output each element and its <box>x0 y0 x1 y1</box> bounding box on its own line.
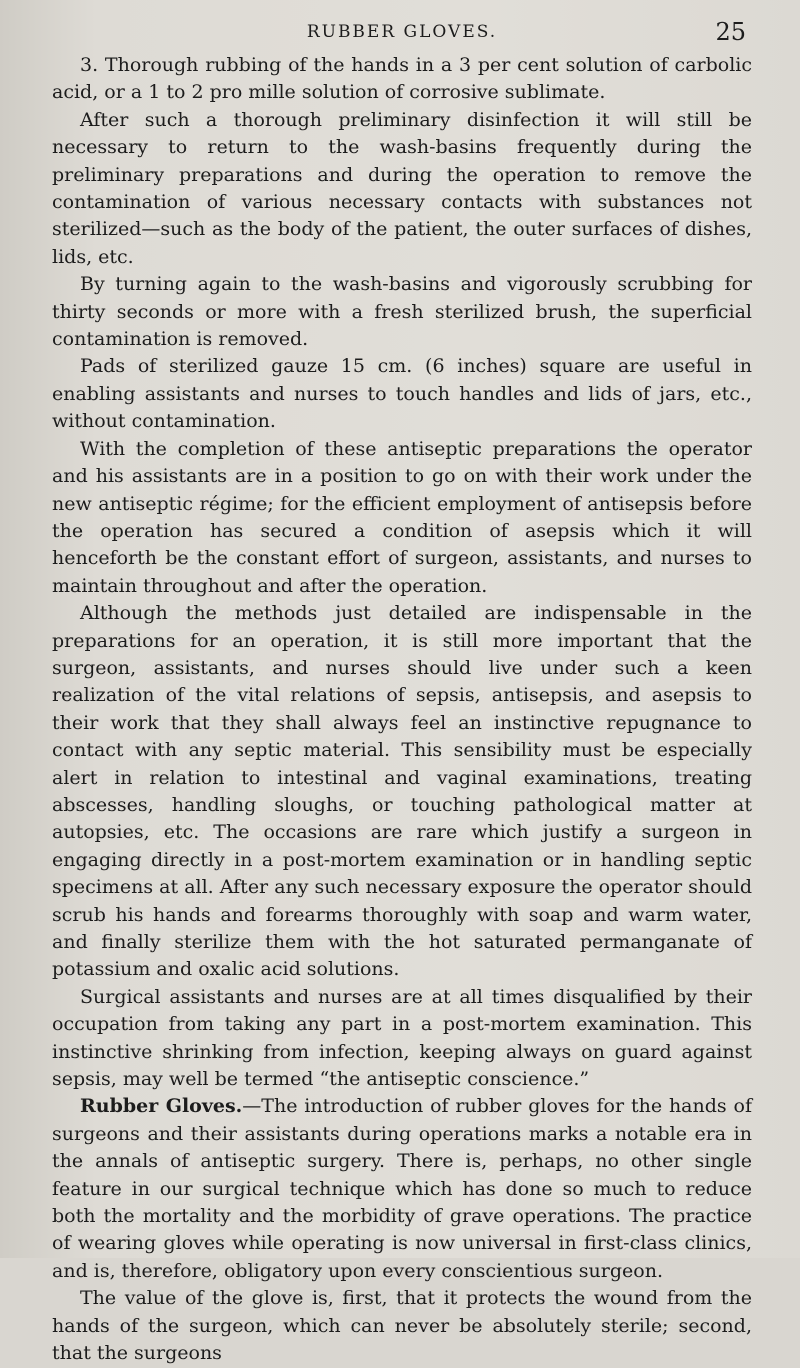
paragraph-return-to-basins: After such a thorough preliminary disinfection it will still be necessary to return to the wash-basins frequently during the preliminary preparations and during the operation to remove the contamination of various necessary contacts with substances not sterilized—such as the body of the patient, the outer surfaces of dishes, lids, etc. <box>52 108 752 268</box>
paragraph-antiseptic-conscience: Surgical assistants and nurses are at all times disqualified by their occupation from taking any part in a post-mortem examination. This instinctive shrinking from infection, keeping always on guard against sepsis, may well be termed “the antiseptic conscience.” <box>52 985 752 1091</box>
body-text <box>52 52 752 1368</box>
paragraph-rubber-gloves <box>52 1093 752 1285</box>
paragraph-carbolic-rubbing: 3. Thorough rubbing of the hands in a 3 per cent solution of carbolic acid, or a 1 to 2 pro mille solution of corrosive sublimate. <box>52 54 752 104</box>
rubber-gloves-text: —The introduction of rubber gloves for the hands of surgeons and their assistants during operations marks a notable era in the annals of antiseptic surgery. There is, perhaps, no other single feature in our surgical technique which has done so much to reduce both the mortality and the morbidity of grave operations. The practice of wearing gloves while operating is now universal in first-class clinics, and is, therefore, obligatory upon every conscientious surgeon. <box>52 1095 752 1282</box>
running-title: RUBBER GLOVES. <box>306 22 498 42</box>
paragraph-antiseptic-regime: With the completion of these antiseptic preparations the operator and his assistants are in a position to go on with their work under the new antiseptic régime; for the efficient employment of antisepsis before the operation has secured a condition of asepsis which it will henceforth be the constant effort of surgeon, assistants, and nurses to maintain throughout and after the operation. <box>52 437 752 597</box>
paragraph-septic-repugnance: Although the methods just detailed are indispensable in the preparations for an operation, it is still more important that the surgeon, assistants, and nurses should live under such a keen realization of the vital relations of sepsis, antisepsis, and asepsis to their work that they shall always feel an instinctive repugnance to contact with any septic material. This sensibility must be especially alert in relation to intestinal and vaginal examinations, treating abscesses, handling sloughs, or touching pathological matter at autopsies, etc. The occasions are rare which justify a surgeon in engaging directly in a post-mortem examination or in handling septic specimens at all. After any such necessary exposure the operator should scrub his hands and forearms thoroughly with soap and warm water, and finally sterilize them with the hot saturated permanganate of potassium and oxalic acid solutions. <box>52 602 752 981</box>
paragraph-scrubbing: By turning again to the wash-basins and vigorously scrubbing for thirty seconds or more with a fresh sterilized brush, the superficial contamination is removed. <box>52 273 752 351</box>
paragraph-glove-value: The value of the glove is, first, that it protects the wound from the hands of the surgeon, which can never be absolutely sterile; second, that the surgeons <box>52 1287 752 1365</box>
running-head <box>52 18 752 52</box>
page-number: 25 <box>715 18 746 46</box>
section-heading-rubber-gloves: Rubber Gloves. <box>80 1095 243 1118</box>
paragraph-gauze-pads: Pads of sterilized gauze 15 cm. (6 inches) square are useful in enabling assistants and nurses to touch handles and lids of jars, etc., without contamination. <box>52 355 752 433</box>
